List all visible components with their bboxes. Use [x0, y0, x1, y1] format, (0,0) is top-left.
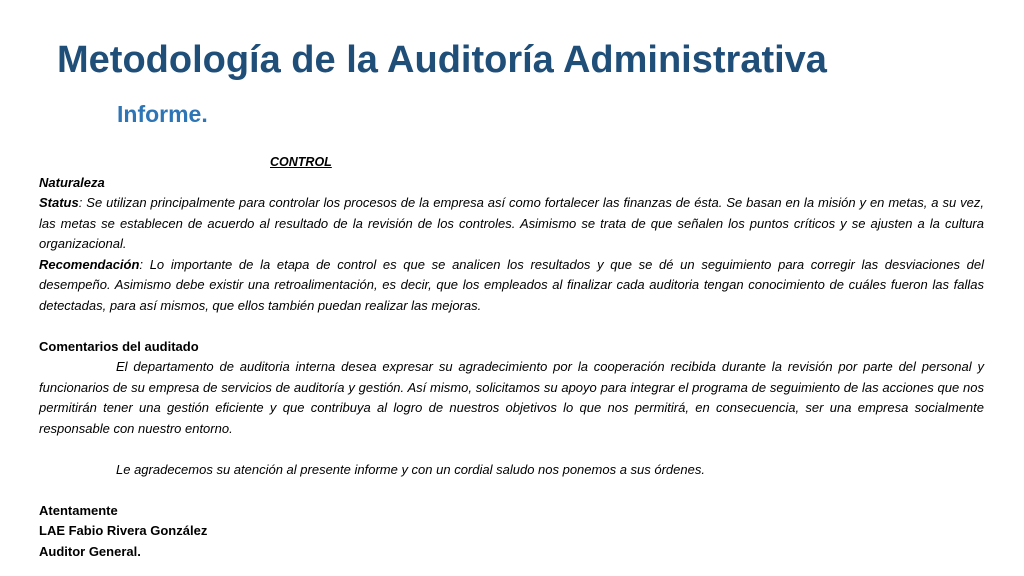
signer-title: Auditor General. [39, 543, 141, 559]
report-body [39, 152, 984, 562]
recomendacion-text: : Lo importante de la etapa de control es que se analicen los resultados y que se dé un seguimiento para corregir las desviaciones del desempeño. Asimismo debe existir una retroalimentación, es decir, que los empleados al finalizar cada auditoria tengan conocimiento de cuáles fueron las fallas detectadas, para así mismos, que ellos también puedan realizar las mejoras. [39, 256, 984, 313]
spacer [39, 480, 984, 501]
comentarios-label: Comentarios del auditado [39, 338, 199, 354]
recomendacion-label: Recomendación [39, 256, 140, 272]
status-label: Status [39, 195, 79, 210]
slide-title: Metodología de la Auditoría Administrativa [57, 39, 827, 81]
spacer [39, 316, 984, 337]
comentarios-paragraph: El departamento de auditoria interna desea expresar su agradecimiento por la cooperación recibida durante la revisión por parte del personal y funcionarios de su empresa de servicios de auditoría y gestión. Así mismo, solicitamos su apoyo para integrar el programa de seguimiento de las acciones que nos permitirán tener una gestión eficiente y que contribuya al logro de nuestros objetivos lo que nos permitirá, en consecuencia, ser una empresa socialmente responsable con nuestro entorno. [39, 359, 984, 436]
agradecimiento-paragraph: Le agradecemos su atención al presente informe y con un cordial saludo nos ponemos a sus órdenes. [116, 461, 705, 477]
naturaleza-label: Naturaleza [39, 174, 105, 190]
control-heading: CONTROL [270, 155, 332, 169]
closing-text: Atentamente [39, 502, 118, 518]
status-text: : Se utilizan principalmente para controlar los procesos de la empresa así como fortalecer las finanzas de ésta. Se basan en la misión y en metas, a su vez, las metas se establecen de acuerdo al resultado de la revisión de los controles. Asimismo se trata de que señalen los puntos críticos y se ajusten a la cultura organizacional. [39, 195, 984, 251]
spacer [39, 439, 984, 460]
status-paragraph [39, 193, 984, 255]
signer-name: LAE Fabio Rivera González [39, 523, 208, 538]
recomendacion-paragraph [39, 255, 984, 317]
slide-subtitle: Informe. [117, 101, 208, 127]
